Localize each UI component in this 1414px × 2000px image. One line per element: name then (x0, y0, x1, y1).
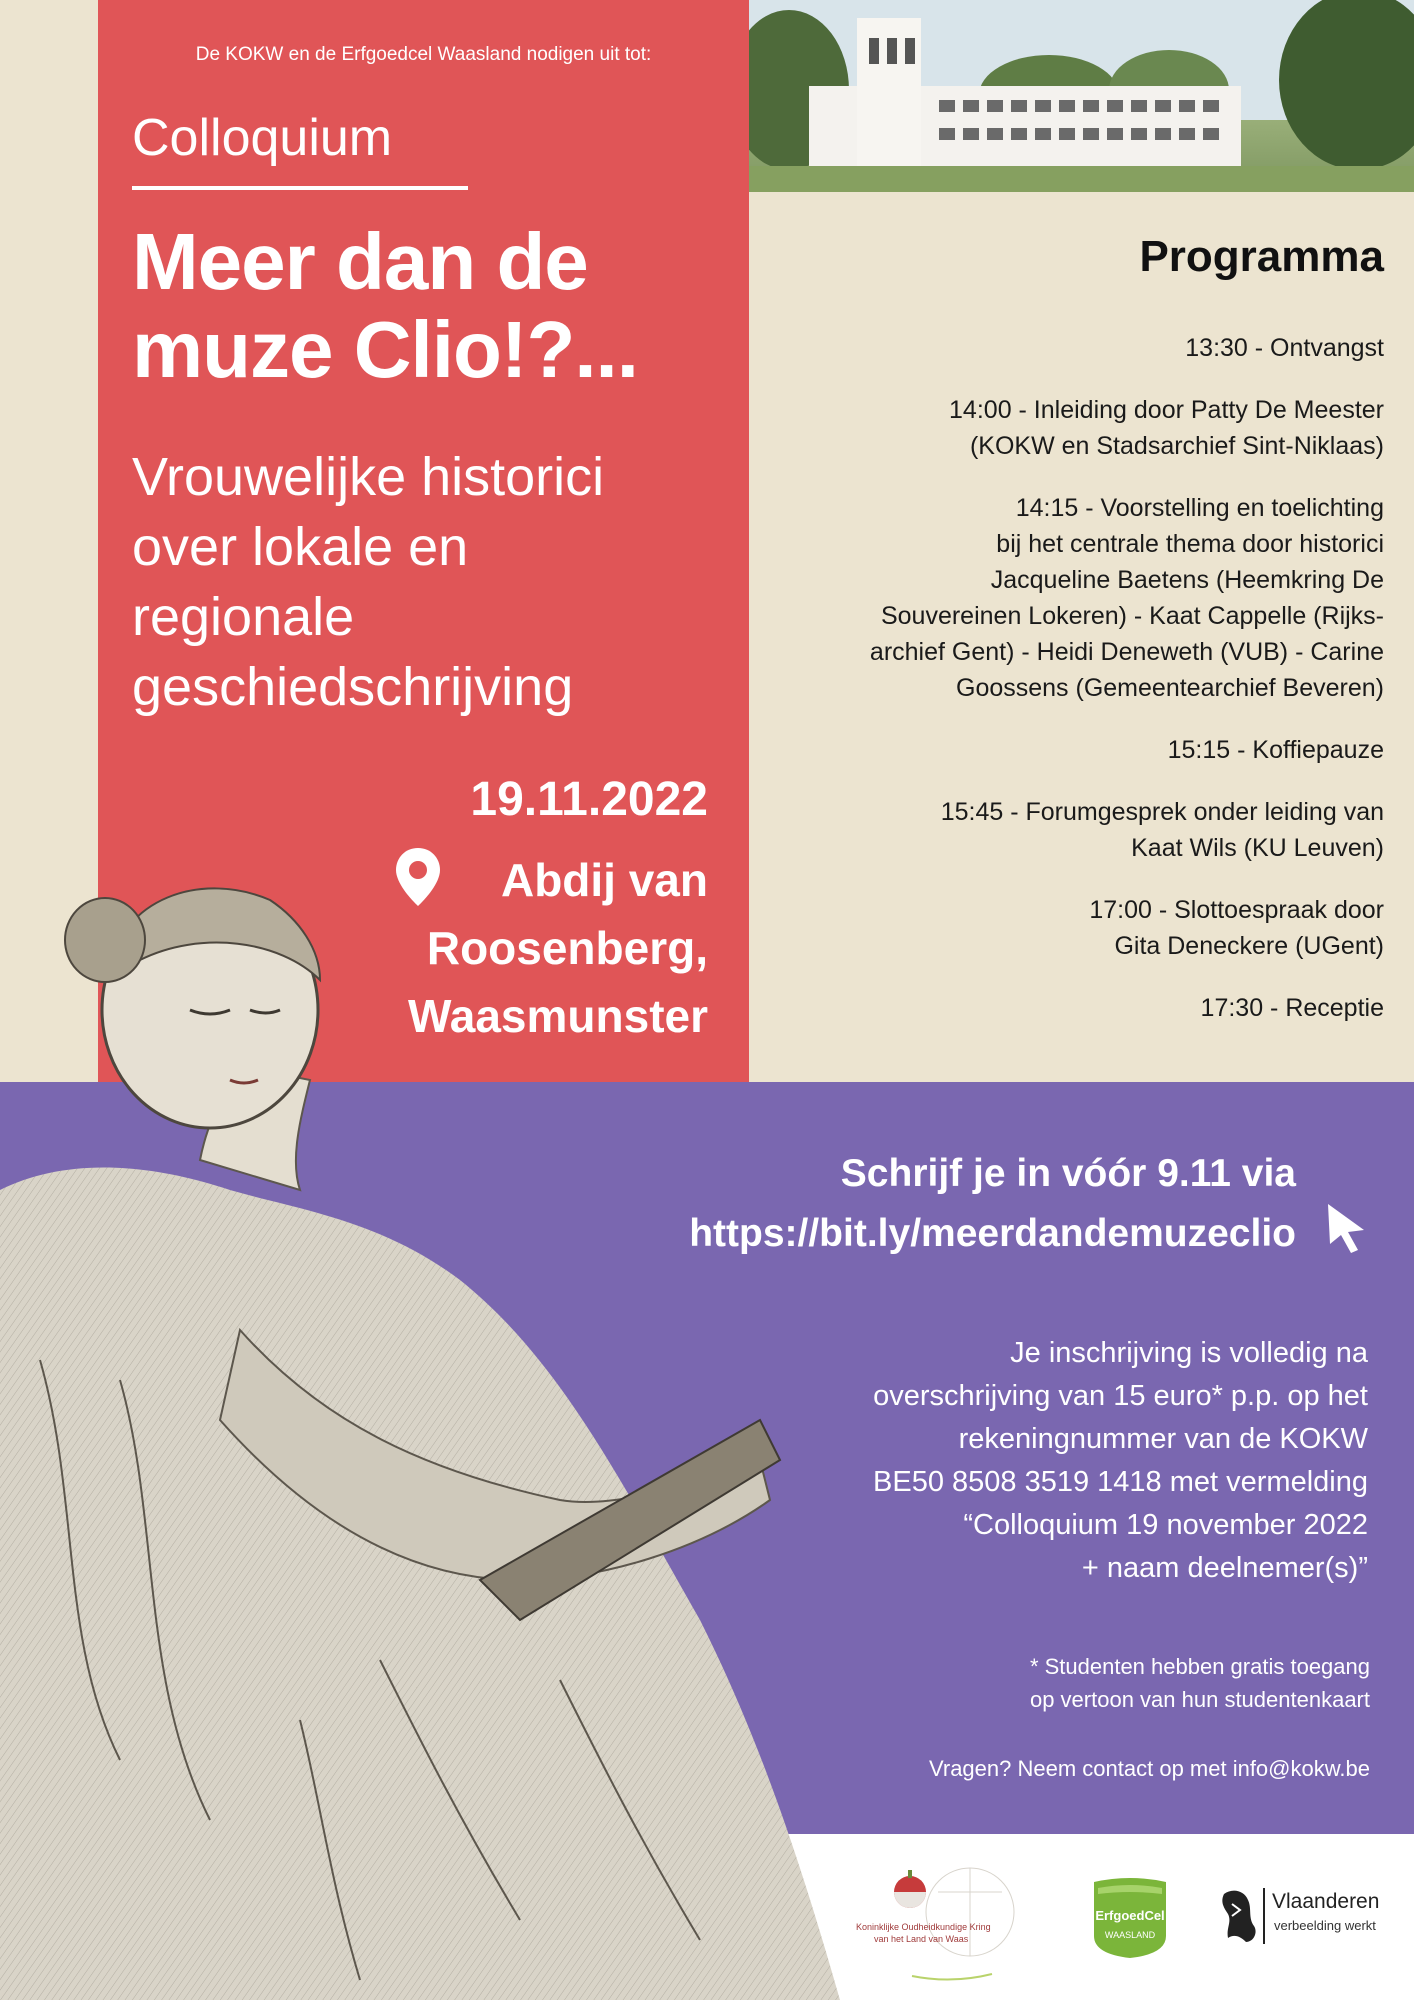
signup-link[interactable]: https://bit.ly/meerdandemuzeclio (689, 1212, 1296, 1255)
programme-line: Goossens (Gemeentearchief Beveren) (956, 674, 1384, 702)
venue-line: Roosenberg, (426, 922, 708, 974)
programme-item (770, 892, 1384, 964)
programme-line: Jacqueline Baetens (Heemkring De (990, 566, 1384, 594)
contact-line[interactable]: Vragen? Neem contact op met info@kokw.be (929, 1756, 1370, 1781)
abbey-building-photo (749, 0, 1414, 192)
programme-line: 15:15 - Koffiepauze (1167, 736, 1384, 764)
subtitle-line: geschiedschrijving (132, 657, 574, 717)
registration-line: rekeningnummer van de KOKW (958, 1423, 1368, 1455)
registration-line: overschrijving van 15 euro* p.p. op het (873, 1380, 1368, 1412)
programme-line: (KOKW en Stadsarchief Sint-Niklaas) (969, 432, 1384, 460)
registration-line: Je inschrijving is volledig na (1010, 1337, 1368, 1369)
programme-item (770, 794, 1384, 866)
programme-line: Souvereinen Lokeren) - Kaat Cappelle (Rijks- (880, 602, 1384, 630)
event-venue (300, 846, 708, 1050)
programme-line: bij het centrale thema door historici (996, 530, 1384, 558)
erfgoedcel-waasland-logo (1086, 1874, 1174, 1960)
student-note-line: * Studenten hebben gratis toegang (1029, 1654, 1370, 1679)
student-note-line: op vertoon van hun studentenkaart (1029, 1687, 1370, 1712)
kokw-logo-text: Koninklijke Oudheidkundige Kring (856, 1922, 991, 1932)
programme-line: 13:30 - Ontvangst (1185, 334, 1384, 362)
event-kicker: Colloquium (132, 109, 393, 167)
erfgoed-logo-subtext: WAASLAND (1104, 1930, 1156, 1940)
vlaanderen-slogan: verbeelding werkt (1274, 1918, 1376, 1933)
kokw-logo-text: van het Land van Waas (874, 1934, 969, 1944)
programme-list (770, 330, 1384, 1052)
invitation-line: De KOKW en de Erfgoedcel Waasland nodigen uit tot: (195, 44, 652, 65)
programme-line: 17:30 - Receptie (1200, 994, 1384, 1022)
kokw-logo (852, 1852, 1022, 1988)
event-title (132, 218, 732, 394)
erfgoed-logo-text: ErfgoedCel (1095, 1908, 1165, 1923)
title-line: muze Clio!?... (132, 305, 638, 394)
programme-line: archief Gent) - Heidi Deneweth (VUB) - Carine (869, 638, 1384, 666)
programme-item (770, 732, 1384, 768)
programme-item (770, 990, 1384, 1026)
programme-line: 14:15 - Voorstelling en toelichting (1015, 494, 1384, 522)
subtitle-line: over lokale en (132, 517, 469, 577)
registration-line: + naam deelnemer(s)” (1081, 1552, 1368, 1584)
programme-line: 15:45 - Forumgesprek onder leiding van (940, 798, 1384, 826)
subtitle-line: regionale (132, 587, 355, 647)
signup-callout (520, 1144, 1296, 1264)
kicker-underline (132, 186, 468, 190)
programme-line: 17:00 - Slottoespraak door (1089, 896, 1384, 924)
vlaanderen-name: Vlaanderen (1272, 1890, 1380, 1913)
programme-item (770, 392, 1384, 464)
programme-line: Gita Deneckere (UGent) (1114, 932, 1384, 960)
student-note (860, 1650, 1370, 1716)
registration-line: “Colloquium 19 november 2022 (963, 1509, 1368, 1541)
venue-line: Waasmunster (408, 990, 708, 1042)
subtitle-line: Vrouwelijke historici (132, 447, 605, 507)
title-line: Meer dan de (132, 217, 588, 306)
event-subtitle (132, 442, 742, 722)
programme-heading: Programma (1139, 232, 1384, 281)
programme-line: 14:00 - Inleiding door Patty De Meester (949, 396, 1384, 424)
mouse-cursor-icon (1324, 1200, 1370, 1256)
registration-line: BE50 8508 3519 1418 met vermelding (873, 1466, 1368, 1498)
programme-item (770, 330, 1384, 366)
programme-item (770, 490, 1384, 706)
programme-line: Kaat Wils (KU Leuven) (1131, 834, 1384, 862)
event-date: 19.11.2022 (470, 773, 708, 826)
signup-line: Schrijf je in vóór 9.11 via (840, 1152, 1296, 1195)
venue-line: Abdij van (500, 854, 708, 906)
registration-details (740, 1332, 1368, 1590)
